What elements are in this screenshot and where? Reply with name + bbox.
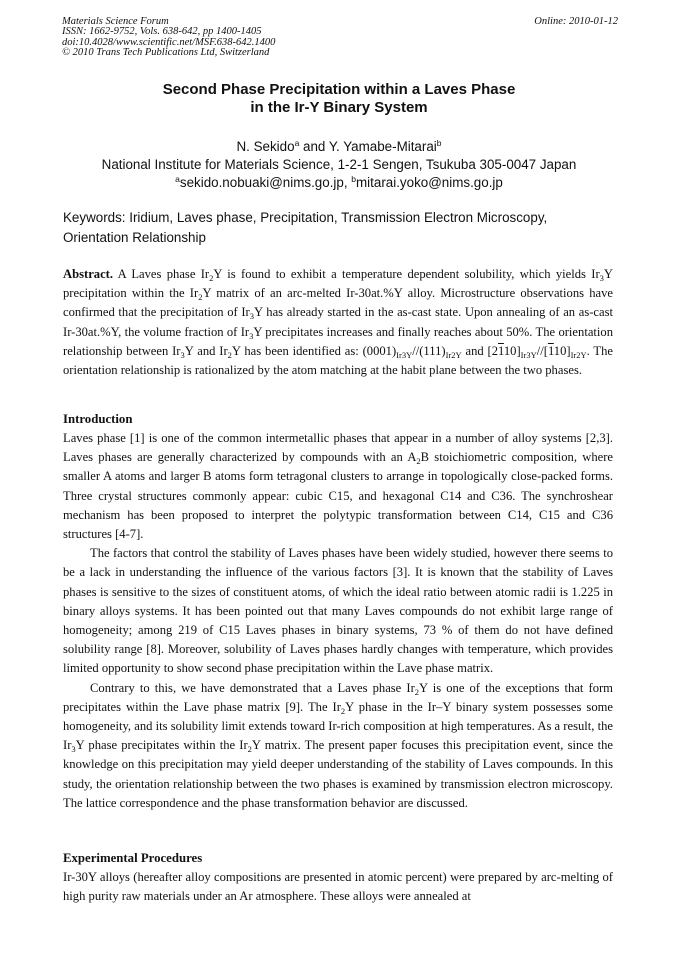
abstract-text: ] <box>516 343 521 358</box>
abstract-text: A Laves phase Ir <box>113 267 210 281</box>
email-2-mark: b <box>351 174 357 184</box>
author-1: N. Sekido <box>236 139 295 154</box>
experimental-body <box>63 868 613 906</box>
subscript: Ir2Y <box>445 349 462 360</box>
abstract-text: and <box>461 343 488 358</box>
author-conjunction: and <box>299 139 329 154</box>
copyright-line: © 2010 Trans Tech Publications Ltd, Switzerland <box>62 47 270 59</box>
direction-index: [2 <box>487 343 499 358</box>
subscript: 2 <box>340 705 346 716</box>
doi-line: doi:10.4028/www.scientific.net/MSF.638-642.1400 <box>62 36 276 48</box>
keywords <box>63 208 623 248</box>
body-text: Y is one of the exceptions that form precipitates within the Lave phase matrix [9]. The Ir <box>63 680 613 714</box>
abstract-text: . The orientation relationship is rationalized by the atom matching at the habit plane between the two phases. <box>63 343 613 378</box>
affiliation: National Institute for Materials Science, 1-2-1 Sengen, Tsukuba 305-0047 Japan <box>101 157 577 172</box>
direction-index-bar: 1 <box>498 343 504 358</box>
online-date: Online: 2010-01-12 <box>534 16 618 27</box>
intro-paragraph-3 <box>63 679 613 813</box>
subscript: 2 <box>198 292 203 303</box>
introduction-body <box>63 429 613 813</box>
subscript: 3 <box>249 330 254 341</box>
journal-header <box>62 17 618 59</box>
body-text: Y matrix. The present paper focuses this precipitation event, since the knowledge on this precipitation may yield deeper understanding of the stability of Laves compounds. In this study, the orientation relationship between the two phases is examined by transmission electron microscopy. The lattice correspondence and the phase transformation behavior are discussed. <box>63 738 613 810</box>
title-line-1: Second Phase Precipitation within a Laves Phase <box>162 81 516 98</box>
body-text: B stoichiometric composition, where smaller A atoms and larger B atoms form tetragonal clusters to arrange in topologically close-packed forms. Three crystal structures commonly appear: cubic C15, and hexagonal C14 and C36. The synchroshear mechanism has been proposed to interpret the polytypic transformation between C14, C15 and C36 structures [4-7]. <box>63 450 613 542</box>
subscript: 2 <box>414 686 420 697</box>
subscript: 3 <box>71 744 76 755</box>
intro-paragraph-2: The factors that control the stability of Laves phases have been widely studied, however there seems to be a lack in understanding the influence of the various factors [3]. It is known that the stability of Laves phases is sensitive to the sizes of constituent atoms, of which the ideal ratio between atomic radii is 1.225 in binary alloys systems. It has been pointed out that many Laves compounds do not exhibit large range of homogeneity; among 219 of C15 Laves phases in binary systems, 73 % of them do not have defined solubility range [8]. Moreover, solubility of Laves phases hardly changes with temperature, which provides limited opportunity to show second phase precipitation within the Lave phase matrix. <box>63 546 613 676</box>
journal-name: Materials Science Forum <box>62 16 169 27</box>
abstract <box>63 265 613 380</box>
subscript: 2 <box>416 456 421 467</box>
author-2-mark: b <box>436 138 442 148</box>
abstract-text: Y precipitates increases and finally reaches about 50%. The orientation relationship between Ir <box>63 324 613 358</box>
experimental-paragraph-1: Ir-30Y alloys (hereafter alloy compositions are presented in atomic percent) were prepared by arc-melting of high purity raw materials under an Ar atmosphere. These alloys were annealed at <box>63 870 613 904</box>
issn-line: ISSN: 1662-9752, Vols. 638-642, pp 1400-1405 <box>62 26 262 38</box>
subscript: Ir3Y <box>396 349 413 360</box>
author-2: Y. Yamabe-Mitarai <box>328 139 437 154</box>
direction-index-bar: 1 <box>547 343 554 358</box>
abstract-text: //[ <box>536 343 548 358</box>
email-1-mark: a <box>175 174 180 184</box>
author-list <box>0 137 678 157</box>
body-text: Contrary to this, we have demonstrated that a Laves phase Ir <box>90 680 415 695</box>
subscript: 2 <box>209 273 214 283</box>
subscript: 3 <box>180 349 185 360</box>
subscript: 2 <box>227 349 232 360</box>
abstract-text: //(111) <box>412 343 446 358</box>
author-1-mark: a <box>294 138 300 148</box>
direction-index: 0 <box>510 343 517 358</box>
email-1: sekido.nobuaki@nims.go.jp, <box>179 175 348 190</box>
introduction-heading: Introduction <box>63 412 133 426</box>
subscript: Ir2Y <box>570 349 587 360</box>
intro-paragraph-1 <box>63 429 613 544</box>
abstract-text: 10] <box>553 343 571 358</box>
abstract-paragraph <box>63 265 613 380</box>
direction-index: 1 <box>503 343 511 358</box>
body-text: Laves phase [1] is one of the common intermetallic phases that appear in a number of alloy systems [2,3]. Laves phases are generally characterized by compounds with an A <box>63 431 613 465</box>
abstract-text: Y and Ir <box>184 343 228 358</box>
subscript: 2 <box>247 744 252 755</box>
abstract-text: Y precipitation within the Ir <box>63 267 613 301</box>
author-emails <box>0 173 678 193</box>
subscript: 3 <box>599 273 604 283</box>
abstract-label: Abstract. <box>63 267 114 281</box>
subscript: 3 <box>249 311 255 322</box>
email-2: mitarai.yoko@nims.go.jp <box>356 175 503 190</box>
abstract-text: Y has been identified as: (0001) <box>231 343 397 358</box>
title-line-2: in the Ir-Y Binary System <box>250 99 428 116</box>
paper-title <box>0 81 678 117</box>
body-text: Y phase precipitates within the Ir <box>75 738 248 753</box>
body-text: Y phase in the Ir–Y binary system possesses some homogeneity, and its solubility limit extends toward Ir-rich composition at high temperatures. As a result, the Ir <box>63 699 613 753</box>
subscript: Ir3Y <box>520 349 537 360</box>
experimental-heading: Experimental Procedures <box>63 851 203 865</box>
abstract-text: Y matrix of an arc-melted Ir-30at.%Y alloy. Microstructure observations have confirmed that the precipitation of Ir <box>63 286 613 320</box>
keywords-line-1: Keywords: Iridium, Laves phase, Precipitation, Transmission Electron Microscopy, <box>63 210 548 225</box>
abstract-text: Y has already started in the as-cast state. Upon annealing of an as-cast Ir-30at.%Y, the volume fraction of Ir <box>63 305 614 339</box>
keywords-line-2: Orientation Relationship <box>63 230 206 245</box>
abstract-text: Y is found to exhibit a temperature dependent solubility, which yields Ir <box>213 267 600 281</box>
